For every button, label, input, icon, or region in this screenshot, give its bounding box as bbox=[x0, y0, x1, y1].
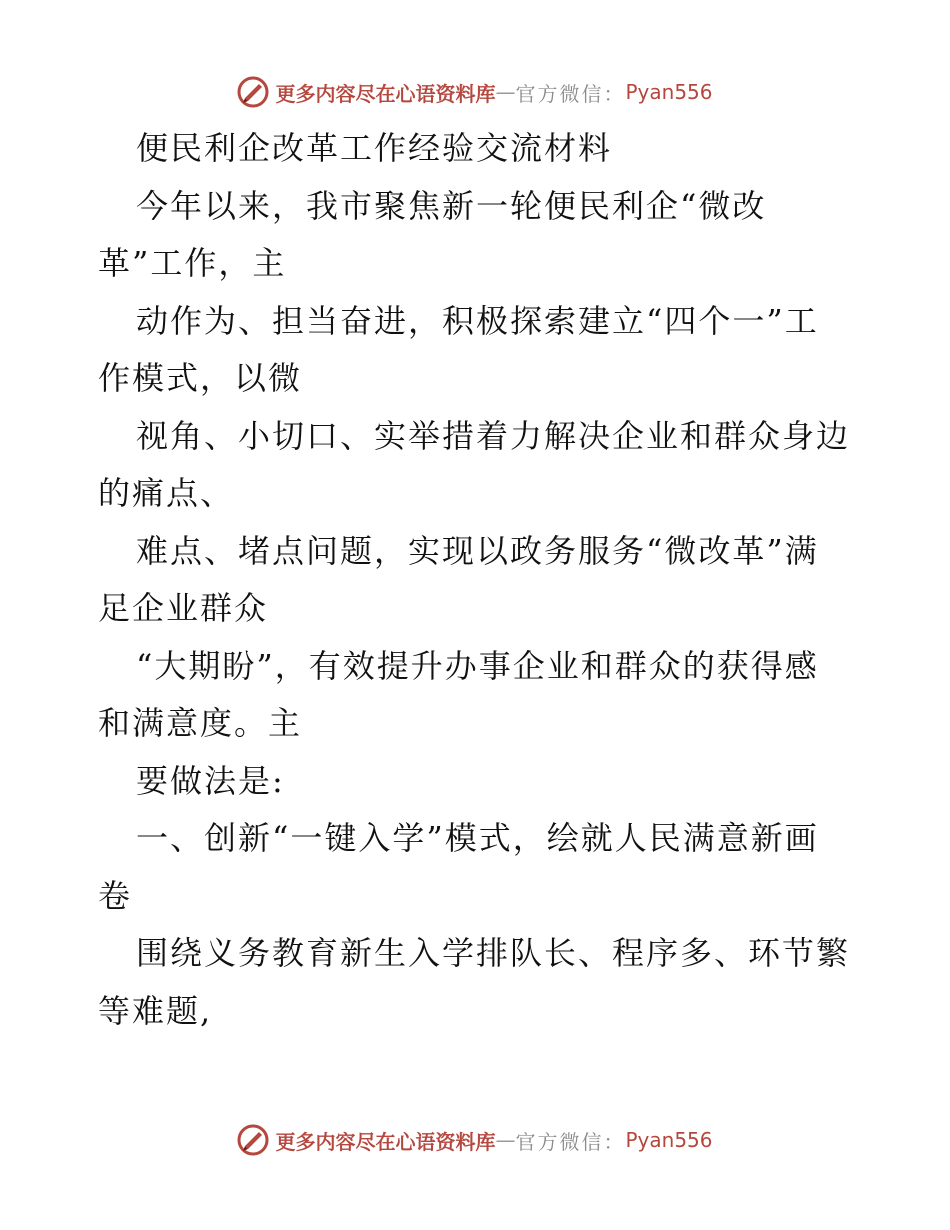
doc-line: 等难题, bbox=[98, 991, 213, 1030]
doc-line: 的痛点、 bbox=[98, 474, 235, 512]
footer-dash: — bbox=[495, 1128, 516, 1152]
pen-logo-icon bbox=[237, 76, 269, 108]
doc-line: 足企业群众 bbox=[98, 589, 269, 627]
doc-line: 难点、堵点问题，实现以政务服务“微改革”满 bbox=[136, 531, 819, 570]
doc-title: 便民利企改革工作经验交流材料 bbox=[136, 129, 613, 167]
doc-line: 革”工作，主 bbox=[98, 244, 287, 282]
footer-wechat-id: Pyan556 bbox=[625, 1128, 713, 1152]
header-wechat-id: Pyan556 bbox=[625, 80, 713, 104]
header-wechat-label: 官方微信： bbox=[515, 81, 626, 106]
doc-line: 和满意度。主 bbox=[98, 704, 303, 742]
footer-brand-text: 更多内容尽在心语资料库 bbox=[275, 1129, 496, 1154]
header-brand-text: 更多内容尽在心语资料库 bbox=[275, 81, 496, 106]
doc-line: 围绕义务教育新生入学排队长、程序多、环节繁 bbox=[136, 934, 851, 972]
doc-line: 视角、小切口、实举措着力解决企业和群众身边 bbox=[136, 416, 851, 455]
pen-logo-icon bbox=[237, 1124, 269, 1156]
footer-banner bbox=[0, 1120, 950, 1160]
footer-wechat-label: 官方微信： bbox=[515, 1129, 626, 1154]
header-banner bbox=[0, 72, 950, 112]
header-dash: — bbox=[495, 80, 516, 104]
doc-section-heading: 一、创新“一键入学”模式，绘就人民满意新画 bbox=[136, 819, 819, 857]
doc-line: 动作为、担当奋进，积极探索建立“四个一”工 bbox=[136, 301, 819, 340]
doc-line: 今年以来，我市聚焦新一轮便民利企“微改 bbox=[136, 186, 767, 225]
doc-line: 作模式，以微 bbox=[98, 359, 303, 397]
doc-line: “大期盼”，有效提升办事企业和群众的获得感 bbox=[136, 646, 819, 685]
doc-line: 要做法是: bbox=[136, 761, 285, 800]
document-body bbox=[98, 120, 858, 1040]
doc-line: 卷 bbox=[98, 876, 133, 915]
